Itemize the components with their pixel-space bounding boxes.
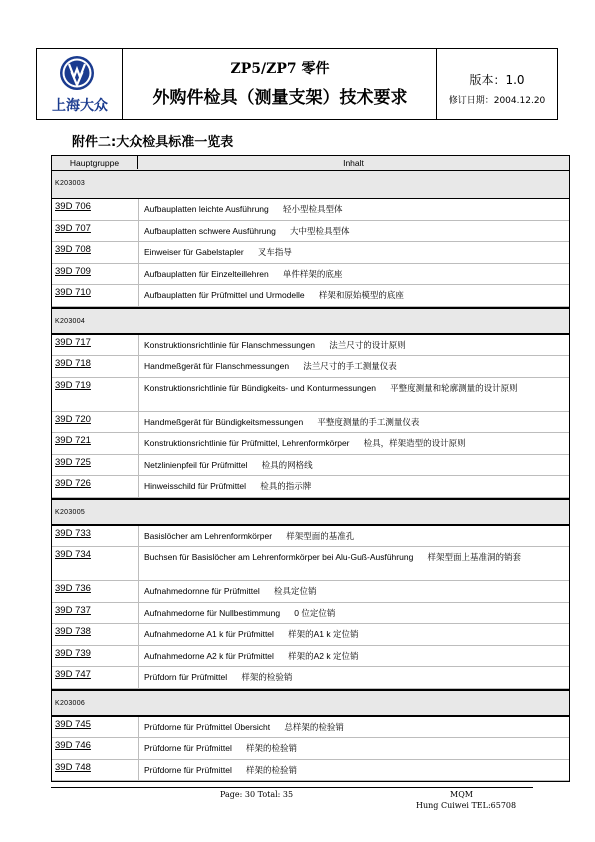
description-chinese: 平整度测量和轮廓测量的设计原则 (390, 382, 518, 393)
column-divider (138, 760, 139, 781)
description-spacer (270, 722, 284, 732)
table-row (52, 356, 569, 378)
doc-title-line2: 外购件检具（测量支架）技术要求 (152, 88, 408, 108)
description-spacer (247, 460, 261, 470)
description-german: Buchsen für Basislöcher am Lehrenformkörper bei Alu-Guß-Ausführung (144, 552, 414, 562)
standard-code-link[interactable]: 39D 733 (55, 527, 91, 539)
logo-cell (37, 49, 123, 119)
document-header (36, 48, 558, 120)
standard-description (144, 551, 564, 564)
table-row (52, 547, 569, 581)
description-spacer (269, 269, 283, 279)
table-row (52, 526, 569, 548)
group-row (52, 498, 569, 526)
table-header-row (52, 156, 569, 171)
table-row (52, 433, 569, 455)
standard-description (144, 203, 564, 216)
group-row (52, 171, 569, 199)
description-chinese: 叉车指导 (257, 247, 292, 257)
vw-logo-icon (59, 55, 95, 91)
standard-code-link[interactable]: 39D 745 (55, 718, 91, 730)
description-german: Aufbauplatten leichte Ausführung (144, 204, 269, 214)
table-row (52, 581, 569, 603)
column-divider (138, 199, 139, 220)
standard-description (144, 459, 564, 472)
description-chinese: 样架的A1 k 定位销 (288, 629, 359, 639)
description-spacer (350, 438, 364, 448)
table-row (52, 603, 569, 625)
standard-description (144, 585, 564, 598)
column-divider (138, 335, 139, 356)
description-chinese: 法兰尺寸的手工测量仪表 (303, 361, 397, 371)
description-chinese: 样架的A2 k 定位销 (288, 650, 359, 661)
description-chinese: 检具定位销 (273, 586, 317, 596)
page-number: Page: 30 Total: 35 (220, 790, 294, 799)
standard-code-link[interactable]: 39D 736 (55, 583, 91, 594)
description-spacer (232, 765, 246, 775)
standard-description (144, 480, 564, 493)
description-german: Aufnahmedorne A1 k für Prüfmittel (144, 629, 274, 639)
description-spacer (269, 204, 283, 214)
description-spacer (376, 383, 390, 393)
standard-code-link[interactable]: 39D 709 (55, 265, 91, 277)
revision-date: 修订日期：2004.12.20 (448, 96, 546, 106)
column-divider (138, 717, 139, 738)
description-german: Aufnahmedorne für Nullbestimmung (144, 607, 281, 618)
table-row (52, 285, 569, 307)
standard-code-link[interactable]: 39D 717 (55, 336, 91, 348)
standard-description (144, 268, 564, 281)
description-german: Aufbauplatten für Prüfmittel und Urmodelle (144, 290, 305, 300)
standard-code-link[interactable]: 39D 708 (55, 244, 91, 255)
description-spacer (272, 531, 286, 541)
table-row (52, 738, 569, 760)
description-spacer (315, 340, 329, 350)
column-divider (138, 738, 139, 759)
standard-description (144, 246, 564, 259)
standard-description (144, 225, 564, 238)
standard-code-link[interactable]: 39D 739 (55, 647, 91, 659)
description-chinese: 检具，样架造型的设计原则 (363, 438, 466, 448)
standard-description (144, 360, 564, 373)
description-spacer (289, 361, 303, 371)
standard-code-link[interactable]: 39D 706 (55, 201, 91, 212)
column-divider (138, 412, 139, 433)
description-german: Prüfdorne für Prüfmittel (144, 764, 232, 775)
column-divider (138, 476, 139, 497)
group-label: K203003 (55, 180, 86, 187)
description-chinese: 平整度测量的手工测量仪表 (317, 416, 420, 427)
version-cell (437, 49, 557, 119)
description-chinese: 检具的网格线 (261, 459, 313, 470)
standard-description (144, 721, 564, 734)
standard-description (144, 382, 564, 395)
description-spacer (246, 481, 260, 491)
description-chinese: 法兰尺寸的设计原则 (329, 339, 406, 350)
group-label: K203005 (55, 508, 86, 516)
standard-description (144, 764, 564, 777)
column-divider (138, 624, 139, 645)
description-spacer (280, 608, 294, 618)
description-spacer (232, 743, 246, 753)
description-german: Basislöcher am Lehrenformkörper (144, 530, 273, 541)
column-divider (138, 547, 139, 580)
column-divider (138, 356, 139, 377)
description-german: Handmeßgerät für Bündigkeitsmessungen (144, 416, 304, 427)
column-divider (138, 378, 139, 411)
table-row (52, 624, 569, 646)
description-chinese: 样架的检验销 (241, 672, 293, 682)
standard-code-link[interactable]: 39D 726 (55, 478, 91, 489)
description-german: Aufnahmedornne für Prüfmittel (144, 586, 260, 596)
description-chinese: 样架的检验销 (246, 764, 298, 775)
column-divider (138, 667, 139, 688)
standard-code-link[interactable]: 39D 725 (55, 456, 91, 468)
description-spacer (413, 552, 427, 562)
description-spacer (244, 247, 258, 257)
description-chinese: 轻小型检具型体 (282, 204, 343, 214)
table-row (52, 760, 569, 782)
description-german: Prüfdorne für Prüfmittel Übersicht (144, 721, 271, 732)
description-german: Einweiser für Gabelstapler (144, 247, 244, 257)
description-german: Aufbauplatten für Einzelteillehren (144, 268, 269, 279)
description-chinese: 大中型检具型体 (290, 225, 350, 236)
column-divider (138, 455, 139, 476)
standards-table (51, 155, 570, 782)
table-row (52, 221, 569, 243)
description-chinese: 总样架的检验销 (284, 721, 344, 732)
description-chinese: 样架型面的基准孔 (286, 530, 355, 541)
standard-code-link[interactable]: 39D 738 (55, 626, 91, 637)
description-chinese: 单件样架的底座 (282, 268, 343, 279)
column-divider (138, 285, 139, 306)
standard-description (144, 437, 564, 450)
description-chinese: 样架和原始模型的底座 (318, 290, 404, 300)
standard-code-link[interactable]: 39D 720 (55, 413, 91, 425)
group-row (52, 689, 569, 717)
table-row (52, 667, 569, 689)
standard-description (144, 339, 564, 352)
description-german: Konstruktionsrichtlinie für Bündigkeits- und Konturmessungen (144, 382, 376, 393)
standard-code-link[interactable]: 39D 748 (55, 761, 91, 773)
column-divider (138, 242, 139, 263)
column-divider (138, 264, 139, 285)
column-divider (138, 526, 139, 547)
table-row (52, 476, 569, 498)
standard-code-link[interactable]: 39D 737 (55, 604, 91, 616)
col-header-inhalt: Inhalt (343, 158, 364, 168)
group-label: K203004 (55, 317, 86, 325)
description-spacer (274, 651, 288, 661)
group-row (52, 307, 569, 335)
standard-code-link[interactable]: 39D 746 (55, 740, 91, 751)
standard-description (144, 742, 564, 755)
description-spacer (227, 672, 241, 682)
description-german: Konstruktionsrichtlinie für Prüfmittel, Lehrenformkörper (144, 438, 350, 448)
column-divider (138, 433, 139, 454)
standard-description (144, 671, 564, 684)
description-german: Hinweisschild für Prüfmittel (144, 481, 247, 491)
description-chinese: 样架的检验销 (246, 743, 298, 753)
description-spacer (303, 417, 317, 427)
standard-description (144, 289, 564, 302)
description-spacer (260, 586, 274, 596)
standard-description (144, 607, 564, 620)
standard-code-link[interactable]: 39D 718 (55, 358, 91, 369)
annex-title: 附件二:大众检具标准一览表 (72, 135, 234, 150)
department: MQM (450, 790, 473, 799)
description-spacer (274, 629, 288, 639)
doc-title-line1: ZP5/ZP7 零件 (230, 61, 330, 77)
standard-code-link[interactable]: 39D 734 (55, 549, 91, 560)
description-german: Prüfdorn für Prüfmittel (144, 672, 228, 682)
group-label: K203006 (55, 699, 86, 707)
description-spacer (276, 226, 290, 236)
column-divider (138, 603, 139, 624)
standard-code-link[interactable]: 39D 719 (55, 379, 91, 391)
title-cell (123, 49, 437, 119)
description-chinese: 0 位定位销 (294, 607, 336, 618)
standard-code-link[interactable]: 39D 721 (55, 435, 91, 446)
description-german: Aufnahmedorne A2 k für Prüfmittel (144, 650, 274, 661)
description-german: Konstruktionsrichtlinie für Flanschmessungen (144, 339, 316, 350)
table-row (52, 378, 569, 412)
standard-description (144, 530, 564, 543)
table-row (52, 242, 569, 264)
version-label: 版本：1.0 (469, 73, 525, 87)
table-row (52, 199, 569, 221)
column-divider (138, 581, 139, 602)
description-german: Prüfdorne für Prüfmittel (144, 743, 232, 753)
description-chinese: 样架型面上基准洞的销套 (427, 552, 521, 562)
author-contact: Hung Cuiwei TEL:65708 (416, 801, 517, 810)
table-row (52, 455, 569, 477)
col-header-hauptgruppe: Hauptgruppe (52, 156, 138, 169)
table-row (52, 412, 569, 434)
standard-description (144, 628, 564, 641)
standard-code-link[interactable]: 39D 710 (55, 287, 91, 298)
description-chinese: 检具的指示牌 (260, 481, 312, 491)
footer-rule (51, 787, 533, 788)
table-row (52, 335, 569, 357)
table-row (52, 717, 569, 739)
standard-description (144, 650, 564, 663)
standard-description (144, 416, 564, 429)
standard-code-link[interactable]: 39D 707 (55, 222, 91, 234)
column-divider (138, 646, 139, 667)
standard-code-link[interactable]: 39D 747 (55, 669, 91, 680)
table-row (52, 646, 569, 668)
description-german: Netzlinienpfeil für Prüfmittel (144, 459, 248, 470)
description-german: Handmeßgerät für Flanschmessungen (144, 361, 290, 371)
company-name: 上海大众 (52, 98, 108, 114)
description-german: Aufbauplatten schwere Ausführung (144, 225, 276, 236)
table-row (52, 264, 569, 286)
description-spacer (305, 290, 319, 300)
column-divider (138, 221, 139, 242)
